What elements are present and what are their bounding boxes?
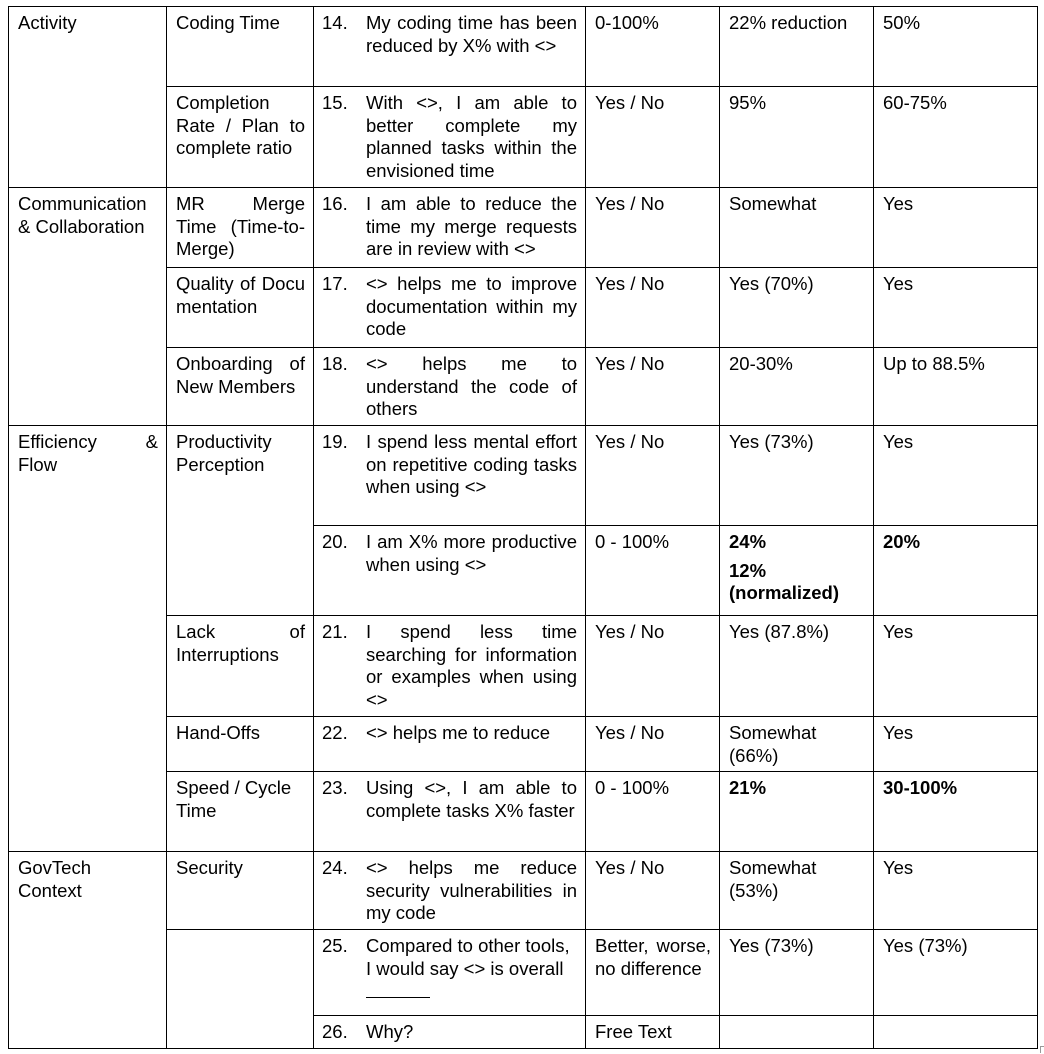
result-cell-1: Somewhat (66%) (720, 717, 874, 772)
result-cell-2: Yes (874, 188, 1038, 268)
result-cell-1: Yes (87.8%) (720, 616, 874, 717)
result-cell-1: Yes (73%) (720, 930, 874, 1016)
result-cell-2: 50% (874, 7, 1038, 87)
scale-cell: Yes / No (586, 852, 720, 930)
question-cell (314, 87, 586, 188)
question-number: 19. (322, 431, 348, 452)
metric-cell (167, 930, 314, 1049)
result-cell-2: 30-100% (874, 772, 1038, 852)
result-cell-2: Yes (874, 852, 1038, 930)
question-text: <> helps me reduce security vulnerabilities in my code (366, 857, 577, 923)
metric-cell: Productivity Perception (167, 426, 314, 616)
category-cell: Communication & Collaboration (9, 188, 167, 426)
question-text: My coding time has been reduced by X% with <> (366, 12, 577, 56)
survey-metrics-table (8, 6, 1038, 1049)
result-cell-1: 20-30% (720, 348, 874, 426)
question-cell (314, 7, 586, 87)
scale-cell: 0-100% (586, 7, 720, 87)
question-number: 25. (322, 935, 348, 956)
question-number: 18. (322, 353, 348, 374)
question-number: 14. (322, 12, 348, 33)
metric-cell: Onboarding of New Members (167, 348, 314, 426)
scale-cell: Yes / No (586, 348, 720, 426)
question-text: I am X% more productive when using <> (366, 531, 577, 575)
question-number: 24. (322, 857, 348, 878)
result-cell-1: 22% reduction (720, 7, 874, 87)
result-value-normalized: 12% (normalized) (729, 559, 839, 603)
scale-cell: Free Text (586, 1016, 720, 1049)
question-cell (314, 852, 586, 930)
metric-cell: Quality of Documentation (167, 268, 314, 348)
answer-blank (366, 980, 430, 998)
metric-cell: Completion Rate / Plan to complete ratio (167, 87, 314, 188)
question-number: 26. (322, 1021, 348, 1042)
table-row (9, 188, 1038, 268)
question-number: 16. (322, 193, 348, 214)
scale-cell: Yes / No (586, 188, 720, 268)
result-cell-1: 21% (720, 772, 874, 852)
question-number: 22. (322, 722, 348, 743)
result-cell-1 (720, 1016, 874, 1049)
table-row (9, 7, 1038, 87)
metric-cell: MR Merge Time (Time-to-Merge) (167, 188, 314, 268)
result-cell-1: Somewhat (53%) (720, 852, 874, 930)
question-cell (314, 717, 586, 772)
question-cell (314, 526, 586, 616)
question-text: Why? (366, 1021, 414, 1042)
question-number: 15. (322, 92, 348, 113)
question-cell (314, 930, 586, 1016)
category-cell: Activity (9, 7, 167, 188)
result-cell-1: Yes (73%) (720, 426, 874, 526)
scale-cell: 0 - 100% (586, 772, 720, 852)
result-cell-2: Up to 88.5% (874, 348, 1038, 426)
result-cell-1 (720, 526, 874, 616)
result-cell-1: Yes (70%) (720, 268, 874, 348)
scale-cell: Yes / No (586, 426, 720, 526)
result-cell-2: Yes (73%) (874, 930, 1038, 1016)
question-cell (314, 348, 586, 426)
table-row (9, 852, 1038, 930)
result-cell-2: Yes (874, 426, 1038, 526)
result-cell-2 (874, 1016, 1038, 1049)
scale-cell: 0 - 100% (586, 526, 720, 616)
question-text: Using <>, I am able to complete tasks X% faster (366, 777, 577, 821)
question-text: Compared to other tools, I would say <> is overall (366, 935, 570, 979)
question-cell (314, 616, 586, 717)
result-cell-1: 95% (720, 87, 874, 188)
metric-cell: Speed / Cycle Time (167, 772, 314, 852)
question-text: With <>, I am able to better complete my planned tasks within the envisioned time (366, 92, 577, 181)
question-cell (314, 268, 586, 348)
result-cell-1: Somewhat (720, 188, 874, 268)
scale-cell: Yes / No (586, 87, 720, 188)
question-text: <> helps me to reduce (366, 722, 551, 743)
question-text: <> helps me to understand the code of others (366, 353, 577, 419)
result-cell-2: Yes (874, 268, 1038, 348)
table-row (9, 426, 1038, 526)
scale-cell: Yes / No (586, 268, 720, 348)
question-number: 21. (322, 621, 348, 642)
result-value: 24% (729, 531, 767, 552)
category-cell: GovTech Context (9, 852, 167, 1049)
metric-cell: Hand-Offs (167, 717, 314, 772)
question-number: 20. (322, 531, 348, 552)
result-cell-2: 60-75% (874, 87, 1038, 188)
scale-cell: Better, worse, no difference (586, 930, 720, 1016)
question-number: 23. (322, 777, 348, 798)
result-cell-2: Yes (874, 717, 1038, 772)
question-text: <> helps me to improve documentation within my code (366, 273, 577, 339)
metric-cell: Coding Time (167, 7, 314, 87)
scale-cell: Yes / No (586, 717, 720, 772)
result-cell-2: Yes (874, 616, 1038, 717)
question-cell (314, 188, 586, 268)
scale-cell: Yes / No (586, 616, 720, 717)
question-cell (314, 426, 586, 526)
result-cell-2: 20% (874, 526, 1038, 616)
metric-cell: Lack of Interruptions (167, 616, 314, 717)
metric-cell: Security (167, 852, 314, 930)
question-cell (314, 1016, 586, 1049)
question-number: 17. (322, 273, 348, 294)
question-cell (314, 772, 586, 852)
category-cell: Efficiency & Flow (9, 426, 167, 852)
crop-mark (1040, 1046, 1044, 1053)
question-text: I spend less mental effort on repetitive coding tasks when using <> (366, 431, 577, 497)
question-text: I am able to reduce the time my merge requests are in review with <> (366, 193, 577, 259)
question-text: I spend less time searching for information or examples when using <> (366, 621, 577, 710)
